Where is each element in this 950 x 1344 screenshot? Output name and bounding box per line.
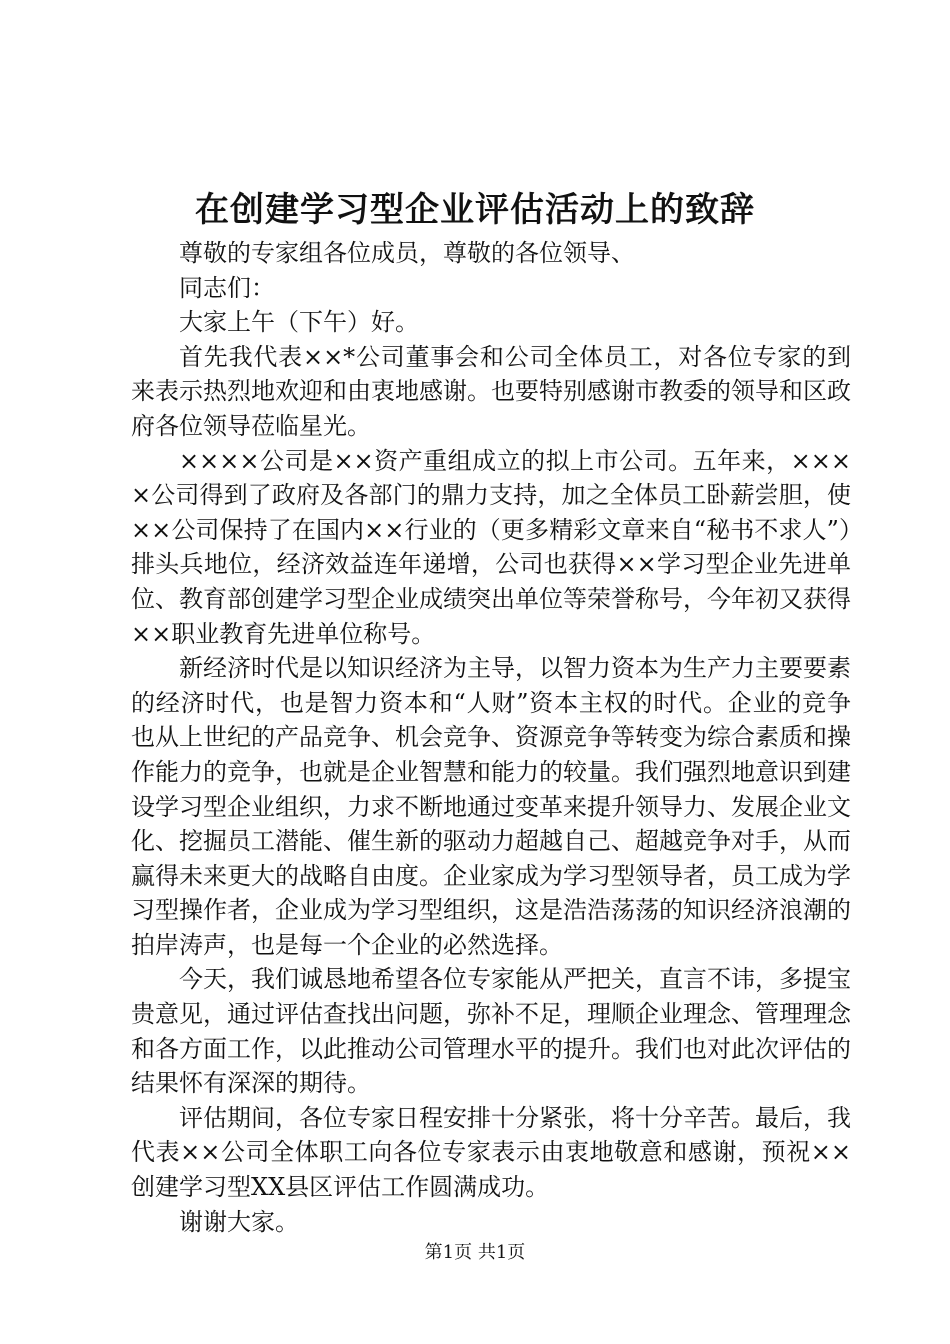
salutation-line-1: 尊敬的专家组各位成员，尊敬的各位领导、 [179,239,635,267]
greeting-paragraph: 大家上午（下午）好。 [179,308,419,337]
welcome-paragraph: 首先我代表××*公司董事会和公司全体员工，对各位专家的到来表示热烈地欢迎和由衷地感谢。也要特别感谢市教委的领导和区政府各位领导莅临星光。 [131,342,851,440]
thanks-paragraph: 谢谢大家。 [179,1207,299,1236]
request-paragraph: 今天，我们诚恳地希望各位专家能从严把关，直言不讳，多提宝贵意见，通过评估查找出问题，弥补不足，理顺企业理念、管理理念和各方面工作，以此推动公司管理水平的提升。我们也对此次评估的结果怀有深深的期待。 [131,965,851,1098]
document-body [131,236,851,1239]
company-intro-paragraph: ××××公司是××资产重组成立的拟上市公司。五年来，××××公司得到了政府及各部门的鼎力支持，加之全体员工卧薪尝胆，使××公司保持了在国内××行业的（更多精彩文章来自“秘书不求人”）排头兵地位，经济效益连年递增，公司也获得××学习型企业先进单位、教育部创建学习型企业成绩突出单位等荣誉称号，今年初又获得××职业教育先进单位称号。 [131,446,851,648]
new-economy-paragraph: 新经济时代是以知识经济为主导，以智力资本为生产力主要要素的经济时代，也是智力资本和“人财”资本主权的时代。企业的竞争也从上世纪的产品竞争、机会竞争、资源竞争等转变为综合素质和操作能力的竞争，也就是企业智慧和能力的较量。我们强烈地意识到建设学习型企业组织，力求不断地通过变革来提升领导力、发展企业文化、挖掘员工潜能、催生新的驱动力超越自己、超越竞争对手，从而赢得未来更大的战略自由度。企业家成为学习型领导者，员工成为学习型操作者，企业成为学习型组织，这是浩浩荡荡的知识经济浪潮的拍岸涛声，也是每一个企业的必然选择。 [131,654,851,959]
salutation-line-2: 同志们： [179,273,275,302]
document-title: 在创建学习型企业评估活动上的致辞 [195,190,755,230]
page-number-footer: 第1页 共1页 [424,1242,526,1263]
closing-paragraph: 评估期间，各位专家日程安排十分紧张，将十分辛苦。最后，我代表××公司全体职工向各位专家表示由衷地敬意和感谢，预祝××创建学习型XX县区评估工作圆满成功。 [131,1103,851,1202]
